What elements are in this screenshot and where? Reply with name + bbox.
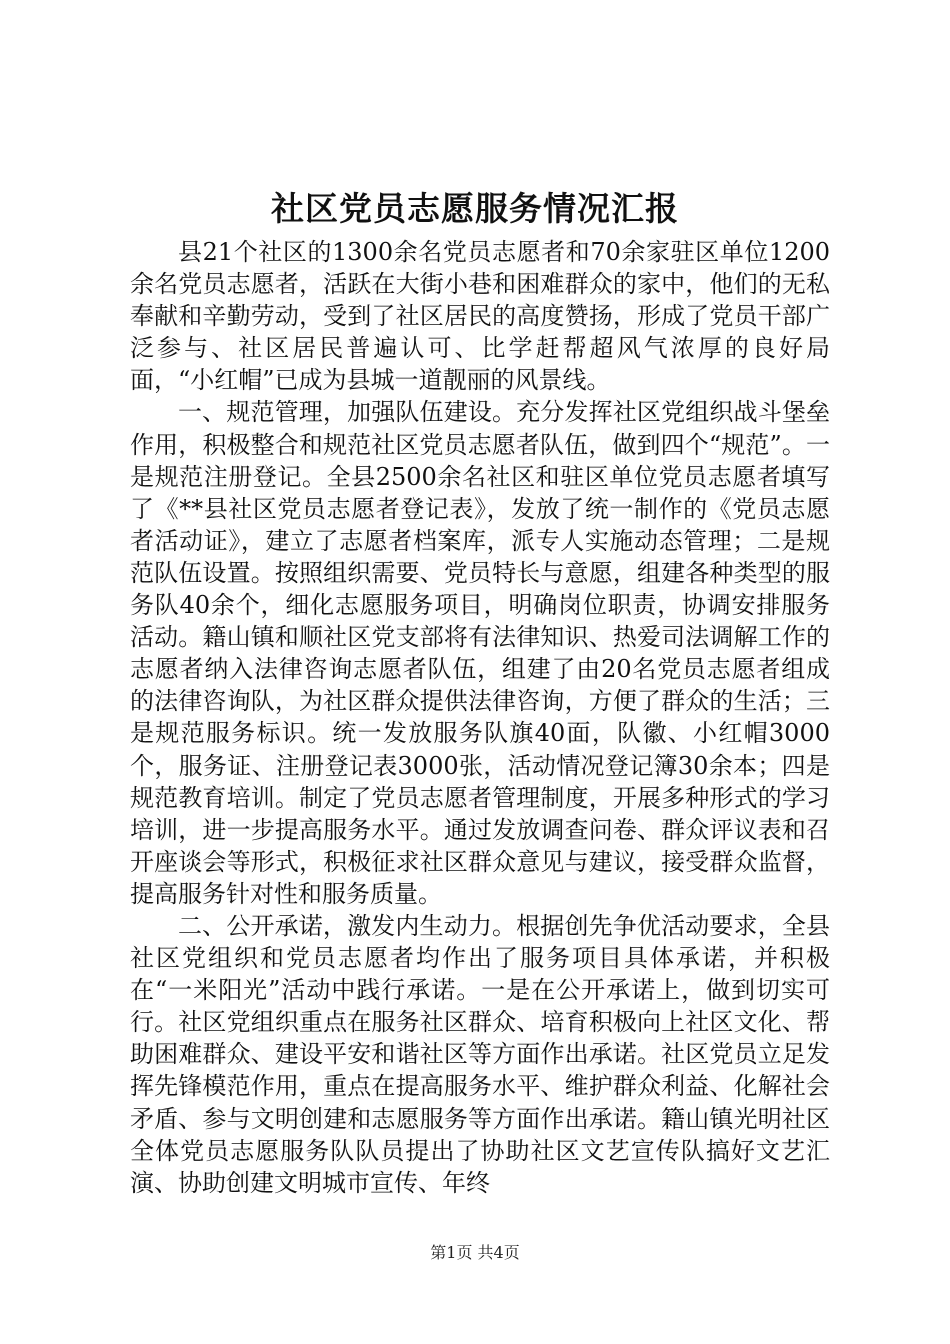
- paragraph-section-1: 一、规范管理，加强队伍建设。充分发挥社区党组织战斗堡垒作用，积极整合和规范社区党员志愿者队伍，做到四个“规范”。一是规范注册登记。全县2500余名社区和驻区单位党员志愿者填写了《**县社区党员志愿者登记表》，发放了统一制作的《党员志愿者活动证》，建立了志愿者档案库，派专人实施动态管理；二是规范队伍设置。按照组织需要、党员特长与意愿，组建各种类型的服务队40余个，细化志愿服务项目，明确岗位职责，协调安排服务活动。籍山镇和顺社区党支部将有法律知识、热爱司法调解工作的志愿者纳入法律咨询志愿者队伍，组建了由20名党员志愿者组成的法律咨询队，为社区群众提供法律咨询，方便了群众的生活；三是规范服务标识。统一发放服务队旗40面，队徽、小红帽3000个，服务证、注册登记表3000张，活动情况登记簿30余本；四是规范教育培训。制定了党员志愿者管理制度，开展多种形式的学习培训，进一步提高服务水平。通过发放调查问卷、群众评议表和召开座谈会等形式，积极征求社区群众意见与建议，接受群众监督，提高服务针对性和服务质量。: [130, 398, 830, 908]
- page-number-footer: 第1页 共4页: [430, 1243, 520, 1262]
- paragraph-section-2: 二、公开承诺，激发内生动力。根据创先争优活动要求，全县社区党组织和党员志愿者均作出了服务项目具体承诺，并积极在“一米阳光”活动中践行承诺。一是在公开承诺上，做到切实可行。社区党组织重点在服务社区群众、培育积极向上社区文化、帮助困难群众、建设平安和谐社区等方面作出承诺。社区党员立足发挥先锋模范作用，重点在提高服务水平、维护群众利益、化解社会矛盾、参与文明创建和志愿服务等方面作出承诺。籍山镇光明社区全体党员志愿服务队队员提出了协助社区文艺宣传队搞好文艺汇演、协助创建文明城市宣传、年终: [130, 911, 830, 1197]
- document-body: [130, 236, 830, 1199]
- paragraph-intro: 县21个社区的1300余名党员志愿者和70余家驻区单位1200余名党员志愿者，活跃在大街小巷和困难群众的家中，他们的无私奉献和辛勤劳动，受到了社区居民的高度赞扬，形成了党员干部广泛参与、社区居民普遍认可、比学赶帮超风气浓厚的良好局面，“小红帽”已成为县城一道靓丽的风景线。: [130, 238, 830, 395]
- document-title: 社区党员志愿服务情况汇报: [271, 189, 679, 228]
